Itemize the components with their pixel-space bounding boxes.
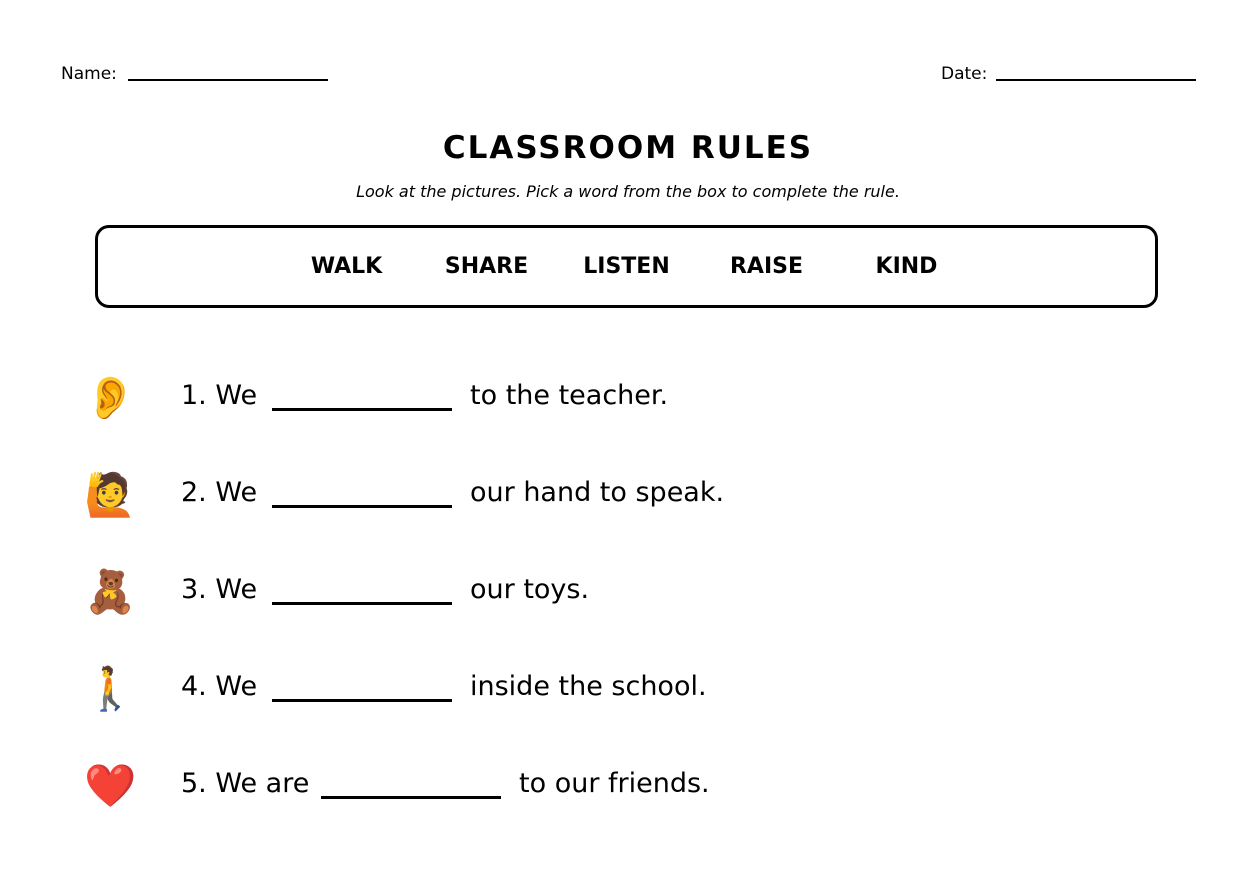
instructions: Look at the pictures. Pick a word from the box to complete the rule. — [356, 182, 900, 201]
word-raise: RAISE — [729, 254, 804, 279]
rule-4 — [0, 663, 1256, 723]
answer-blank-1[interactable] — [272, 408, 452, 411]
answer-blank-3[interactable] — [272, 602, 452, 605]
answer-blank-2[interactable] — [272, 505, 452, 508]
word-share: SHARE — [444, 254, 529, 279]
name-label: Name: — [61, 64, 117, 84]
word-bank — [95, 225, 1158, 308]
rule-5 — [0, 760, 1256, 820]
rule-suffix: inside the school. — [470, 671, 707, 702]
rule-suffix: our toys. — [470, 574, 590, 605]
name-field[interactable] — [128, 79, 328, 81]
date-label: Date: — [941, 64, 988, 84]
rule-2 — [0, 469, 1256, 529]
date-field[interactable] — [996, 79, 1196, 81]
answer-blank-4[interactable] — [272, 699, 452, 702]
rule-1 — [0, 372, 1256, 432]
word-walk: WALK — [310, 254, 383, 279]
rule-suffix: our hand to speak. — [470, 477, 725, 508]
word-kind: KIND — [875, 254, 938, 279]
word-listen: LISTEN — [583, 254, 670, 279]
rule-prefix: 3. We — [181, 574, 258, 605]
ear-icon: 👂 — [84, 373, 137, 422]
page-title: CLASSROOM RULES — [442, 130, 814, 166]
rule-prefix: 5. We are — [181, 768, 310, 799]
raising-hand-icon: 🙋 — [84, 470, 137, 519]
teddy-bear-icon: 🧸 — [84, 567, 137, 616]
answer-blank-5[interactable] — [321, 796, 501, 799]
rule-prefix: 1. We — [181, 380, 258, 411]
rule-suffix: to our friends. — [519, 768, 710, 799]
rule-3 — [0, 566, 1256, 626]
rule-prefix: 4. We — [181, 671, 258, 702]
rule-suffix: to the teacher. — [470, 380, 669, 411]
person-walking-icon: 🚶 — [84, 664, 137, 713]
rule-prefix: 2. We — [181, 477, 258, 508]
heart-icon: ❤️ — [84, 761, 137, 810]
